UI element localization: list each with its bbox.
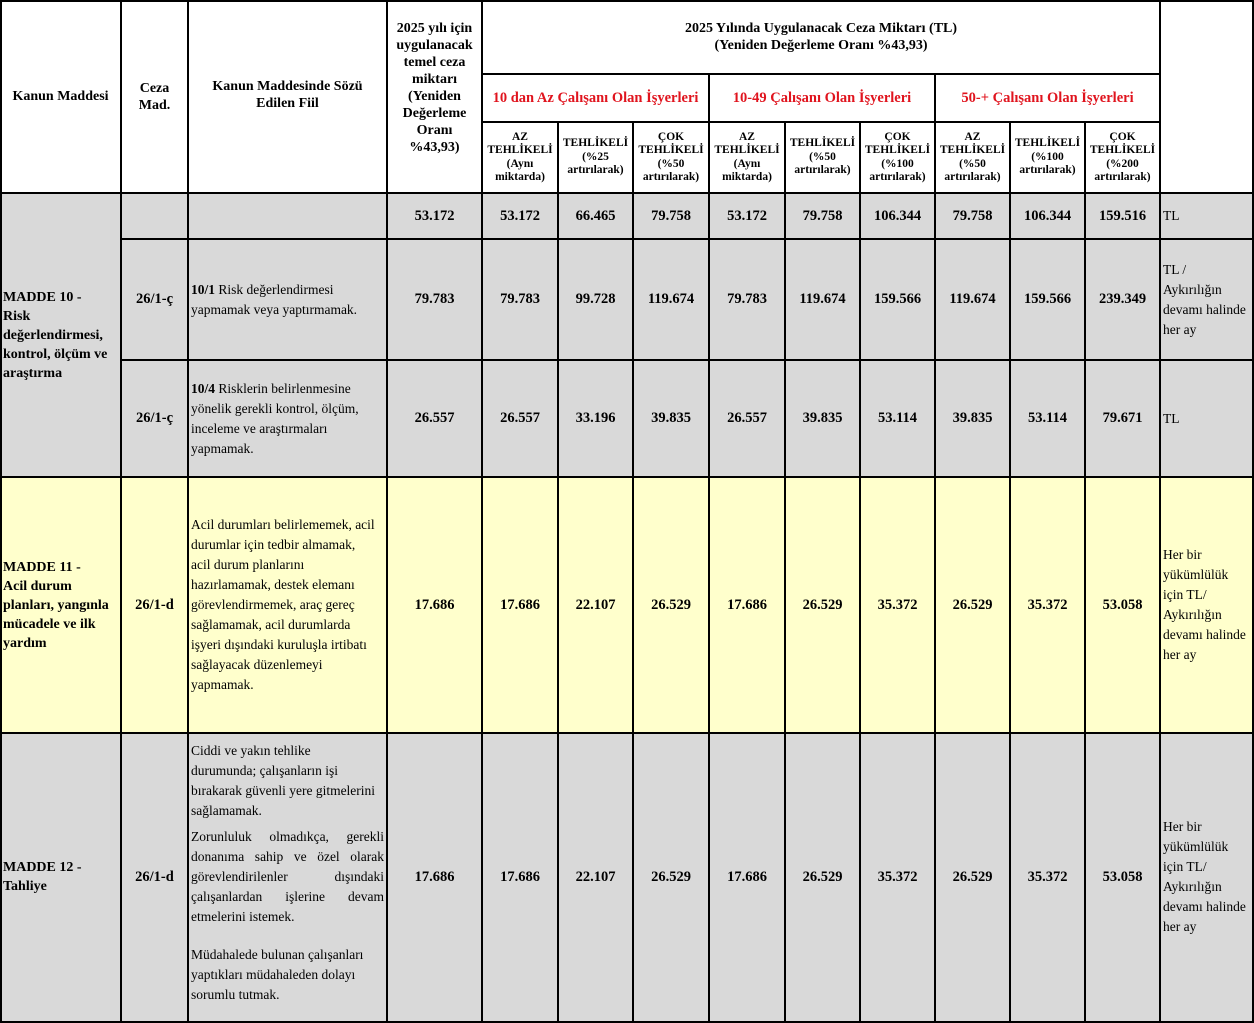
fiil-text-wrap [191,515,375,695]
penalty-cell [785,239,860,360]
header-group-1 [482,74,709,122]
penalty-cell [1010,733,1085,1021]
header-subcol-1 [482,122,558,193]
grid-line [481,0,483,193]
grid-line [386,0,388,193]
penalty-value: 53.172 [500,207,540,224]
header-subcol-7 [935,122,1010,193]
penalty-cell [709,733,785,1021]
fiil-cell [188,360,387,477]
penalty-cell [785,477,860,733]
penalty-cell [860,733,935,1021]
base-penalty-value: 17.686 [414,596,455,613]
base-penalty-cell [387,239,482,360]
header-fiil-label: Kanun Maddesinde Sözü Edilen Fiil [212,79,363,111]
penalty-cell [1085,477,1160,733]
header-group-label: 10 dan Az Çalışanı Olan İşyerleri [492,89,699,106]
penalty-cell [633,477,709,733]
header-kanun-maddesi-label: Kanun Maddesi [12,89,109,104]
penalty-cell [935,360,1010,477]
penalty-value: 79.783 [727,291,767,307]
grid-line [187,193,189,1023]
penalty-cell [709,193,785,239]
penalty-cell [1010,477,1085,733]
penalty-value: 26.557 [500,410,540,426]
penalty-value: 17.686 [727,868,767,885]
penalty-value: 53.172 [727,207,767,224]
fiil-text: Acil durumları belirlememek, acil durumlar için tedbir almamak, acil durum planlarını hazırlamamak, destek elemanı görevlendirmemek, araç gereç sağlamamak, acil durumlarda işyeri dışındaki kuruluşla irtibatı sağlayacak düzenlemeyi yapmamak. [191,517,375,692]
grid-line [0,0,2,1023]
header-subcol-label: TEHLİKELİ (%50 artırılarak) [789,137,856,177]
header-subcol-3 [633,122,709,193]
penalty-value: 26.529 [802,596,843,613]
penalty-value: 66.465 [575,207,616,224]
grid-line [859,122,861,193]
grid-line [1084,122,1086,193]
penalty-value: 26.529 [802,868,843,885]
header-subcol-label: TEHLİKELİ (%100 artırılarak) [1014,137,1081,177]
base-penalty-cell [387,360,482,477]
grid-line [0,476,1254,478]
penalty-cell [709,239,785,360]
ceza-mad-cell [121,733,188,1021]
penalty-value: 79.758 [802,207,843,224]
penalty-cell [935,477,1010,733]
penalty-value: 35.372 [1027,868,1068,885]
header-subcol-label: AZ TEHLİKELİ (Aynı miktarda) [487,130,553,183]
grid-line [1084,193,1086,1023]
penalty-cell [860,193,935,239]
note-cell [1160,193,1254,239]
grid-line [0,732,1254,734]
grid-line [934,193,936,1023]
penalty-value: 39.835 [802,410,843,426]
base-penalty-cell [387,477,482,733]
penalty-cell [482,239,558,360]
penalty-cell [1085,193,1160,239]
grid-line [1009,122,1011,193]
header-subcol-2 [558,122,633,193]
penalty-value: 26.529 [651,868,691,885]
header-kanun-maddesi [0,0,121,193]
fiil-text-wrap [191,280,357,320]
penalty-value: 53.114 [1027,410,1068,426]
penalty-cell [1010,193,1085,239]
grid-line [557,193,559,1023]
penalty-cell [935,193,1010,239]
penalty-cell [860,477,935,733]
header-temel-ceza [387,0,482,193]
header-fiil [188,0,387,193]
fiil-article-ref: 10/4 [191,380,216,396]
penalty-cell [633,360,709,477]
note-text: Her bir yükümlülük için TL/ Aykırılığın devamı halinde her ay [1163,819,1246,934]
ceza-mad-value: 26/1-d [135,868,174,885]
penalty-cell [785,360,860,477]
grid-line [784,193,786,1023]
grid-line [120,0,122,193]
penalty-value: 106.344 [873,207,922,224]
note-cell [1160,239,1254,360]
ceza-mad-value: 26/1-ç [135,291,174,307]
note-text: TL / Aykırılığın devamı halinde her ay [1163,261,1246,337]
penalty-value: 26.557 [727,410,767,426]
article-cell [0,477,121,733]
grid-line [1159,193,1161,1023]
penalty-value: 119.674 [949,291,996,307]
penalty-value: 99.728 [575,291,616,307]
fiil-text: Risklerin belirlenmesine yönelik gerekli kontrol, ölçüm, inceleme ve araştırmaları yapmamak. [191,380,359,456]
fiil-text: Müdahalede bulunan çalışanları yaptıkları müdahaleden dolayı sorumlu tutmak. [191,947,364,1002]
base-penalty-value: 53.172 [414,207,455,224]
header-group-label: 50-+ Çalışanı Olan İşyerleri [961,89,1134,106]
base-penalty-value: 26.557 [414,410,455,426]
grid-line [557,122,559,193]
header-temel-ceza-label: 2025 yılı için uygulanacak temel ceza miktarı (Yeniden Değerleme Oranı %43,93) [396,21,473,155]
penalty-value: 17.686 [727,596,767,613]
penalty-cell [709,360,785,477]
ceza-mad-value: 26/1-ç [135,410,174,426]
penalty-value: 119.674 [647,291,695,307]
penalty-value: 119.674 [799,291,846,307]
grid-line [481,193,483,1023]
penalty-value: 35.372 [877,868,918,885]
penalty-value: 17.686 [500,596,540,613]
article-cell [0,733,121,1021]
penalty-value: 26.529 [952,596,993,613]
base-penalty-value: 79.783 [414,291,455,307]
penalty-value: 26.529 [952,868,993,885]
penalty-cell [1085,360,1160,477]
fiil-text: Zorunluluk olmadıkça, gerekli donanıma sahip ve özel olarak görevlendirilenler dışındaki çalışanlardan işlerine devam etmelerini istemek. [191,829,384,924]
fiil-cell [188,477,387,733]
note-text: TL [1163,208,1180,223]
header-group-3 [935,74,1160,122]
penalty-cell [558,239,633,360]
header-subcol-4 [709,122,785,193]
ceza-mad-cell [121,193,188,239]
penalty-value: 35.372 [877,596,918,613]
header-subcol-label: AZ TEHLİKELİ (%50 artırılarak) [939,130,1006,183]
grid-line [632,193,634,1023]
note-cell [1160,477,1254,733]
penalty-value: 79.783 [500,291,540,307]
grid-line [187,0,189,193]
article-label: MADDE 12 - Tahliye [3,860,82,894]
header-subcol-label: ÇOK TEHLİKELİ (%50 artırılarak) [638,130,704,183]
penalty-cell [935,239,1010,360]
header-subcol-label: ÇOK TEHLİKELİ (%100 artırılarak) [864,130,931,183]
grid-line [121,238,1254,240]
penalty-cell [482,360,558,477]
ceza-mad-cell [121,239,188,360]
header-subcol-label: AZ TEHLİKELİ (Aynı miktarda) [714,130,780,183]
penalty-value: 22.107 [575,596,616,613]
penalty-value: 53.058 [1102,868,1143,885]
penalty-cell [558,193,633,239]
penalty-cell [633,239,709,360]
header-subcol-5 [785,122,860,193]
header-subcol-9 [1085,122,1160,193]
fiil-text: Ciddi ve yakın tehlike durumunda; çalışanların işi bırakarak güvenli yere gitmelerini sağlamamak. [191,743,376,818]
header-subcol-label: TEHLİKELİ (%25 artırılarak) [562,137,629,177]
penalty-value: 53.114 [877,410,918,426]
header-ceza-mad-label: Ceza Mad. [138,80,171,113]
header-subcol-label: ÇOK TEHLİKELİ (%200 artırılarak) [1089,130,1156,183]
header-group-2 [709,74,935,122]
penalty-cell [709,477,785,733]
penalty-cell [1085,733,1160,1021]
grid-line [859,193,861,1023]
grid-line [482,121,1160,123]
penalty-cell [1085,239,1160,360]
penalty-cell [633,733,709,1021]
penalty-value: 159.516 [1098,207,1147,224]
penalty-value: 33.196 [575,410,616,426]
penalty-value: 79.671 [1102,410,1143,426]
grid-line [632,122,634,193]
grid-line [934,74,936,193]
penalty-cell [785,193,860,239]
penalty-cell [482,733,558,1021]
penalty-cell [785,733,860,1021]
fiil-text: Risk değerlendirmesi yapmamak veya yaptırmamak. [191,281,358,317]
ceza-mad-value: 26/1-d [135,596,174,613]
header-group-label: 10-49 Çalışanı Olan İşyerleri [732,89,912,106]
penalty-cell [1010,360,1085,477]
base-penalty-value: 17.686 [414,868,455,885]
header-subcol-6 [860,122,935,193]
penalty-cell [558,733,633,1021]
grid-line [386,193,388,1023]
penalty-cell [860,239,935,360]
fiil-cell [188,733,387,1021]
header-uygulanacak-label: 2025 Yılında Uygulanacak Ceza Miktarı (TL) (Yeniden Değerleme Oranı %43,93) [684,21,958,53]
penalty-value: 79.758 [952,207,993,224]
grid-line [708,74,710,193]
note-text: Her bir yükümlülük için TL/ Aykırılığın devamı halinde her ay [1163,547,1246,662]
article-label: MADDE 11 - Acil durum planları, yangınla mücadele ve ilk yardım [3,559,109,651]
penalty-cell [1010,239,1085,360]
grid-line [1009,193,1011,1023]
fiil-cell [188,193,387,239]
base-penalty-cell [387,733,482,1021]
ceza-mad-cell [121,477,188,733]
penalty-value: 35.372 [1027,596,1068,613]
grid-line [1159,0,1161,193]
grid-line [482,73,1160,75]
penalty-value: 22.107 [575,868,616,885]
article-label: MADDE 10 - Risk değerlendirmesi, kontrol, ölçüm ve araştırma [3,289,108,381]
note-cell [1160,360,1254,477]
note-cell [1160,733,1254,1021]
penalty-value: 239.349 [1098,291,1147,307]
penalty-cell [633,193,709,239]
penalty-value: 53.058 [1102,596,1143,613]
penalty-value: 39.835 [952,410,993,426]
penalty-cell [860,360,935,477]
grid-line [708,193,710,1023]
penalty-value: 79.758 [651,207,691,224]
header-uygulanacak [482,0,1160,74]
penalty-cell [558,477,633,733]
base-penalty-cell [387,193,482,239]
penalty-cell [482,193,558,239]
ceza-mad-cell [121,360,188,477]
article-cell [0,193,121,477]
penalty-value: 106.344 [1023,207,1072,224]
grid-line [784,122,786,193]
fiil-text-wrap [191,379,359,459]
penalty-value: 39.835 [651,410,691,426]
note-text: TL [1163,410,1180,426]
penalty-cell [558,360,633,477]
grid-line [121,359,1254,361]
penalty-value: 159.566 [1023,291,1072,307]
penalty-value: 17.686 [500,868,540,885]
penalty-cell [482,477,558,733]
penalty-value: 26.529 [651,596,691,613]
fiil-article-ref: 10/1 [191,281,216,297]
fiil-cell [188,239,387,360]
penalty-cell [935,733,1010,1021]
header-subcol-8 [1010,122,1085,193]
grid-line [120,193,122,1023]
penalty-value: 159.566 [873,291,922,307]
header-ceza-mad [121,0,188,193]
